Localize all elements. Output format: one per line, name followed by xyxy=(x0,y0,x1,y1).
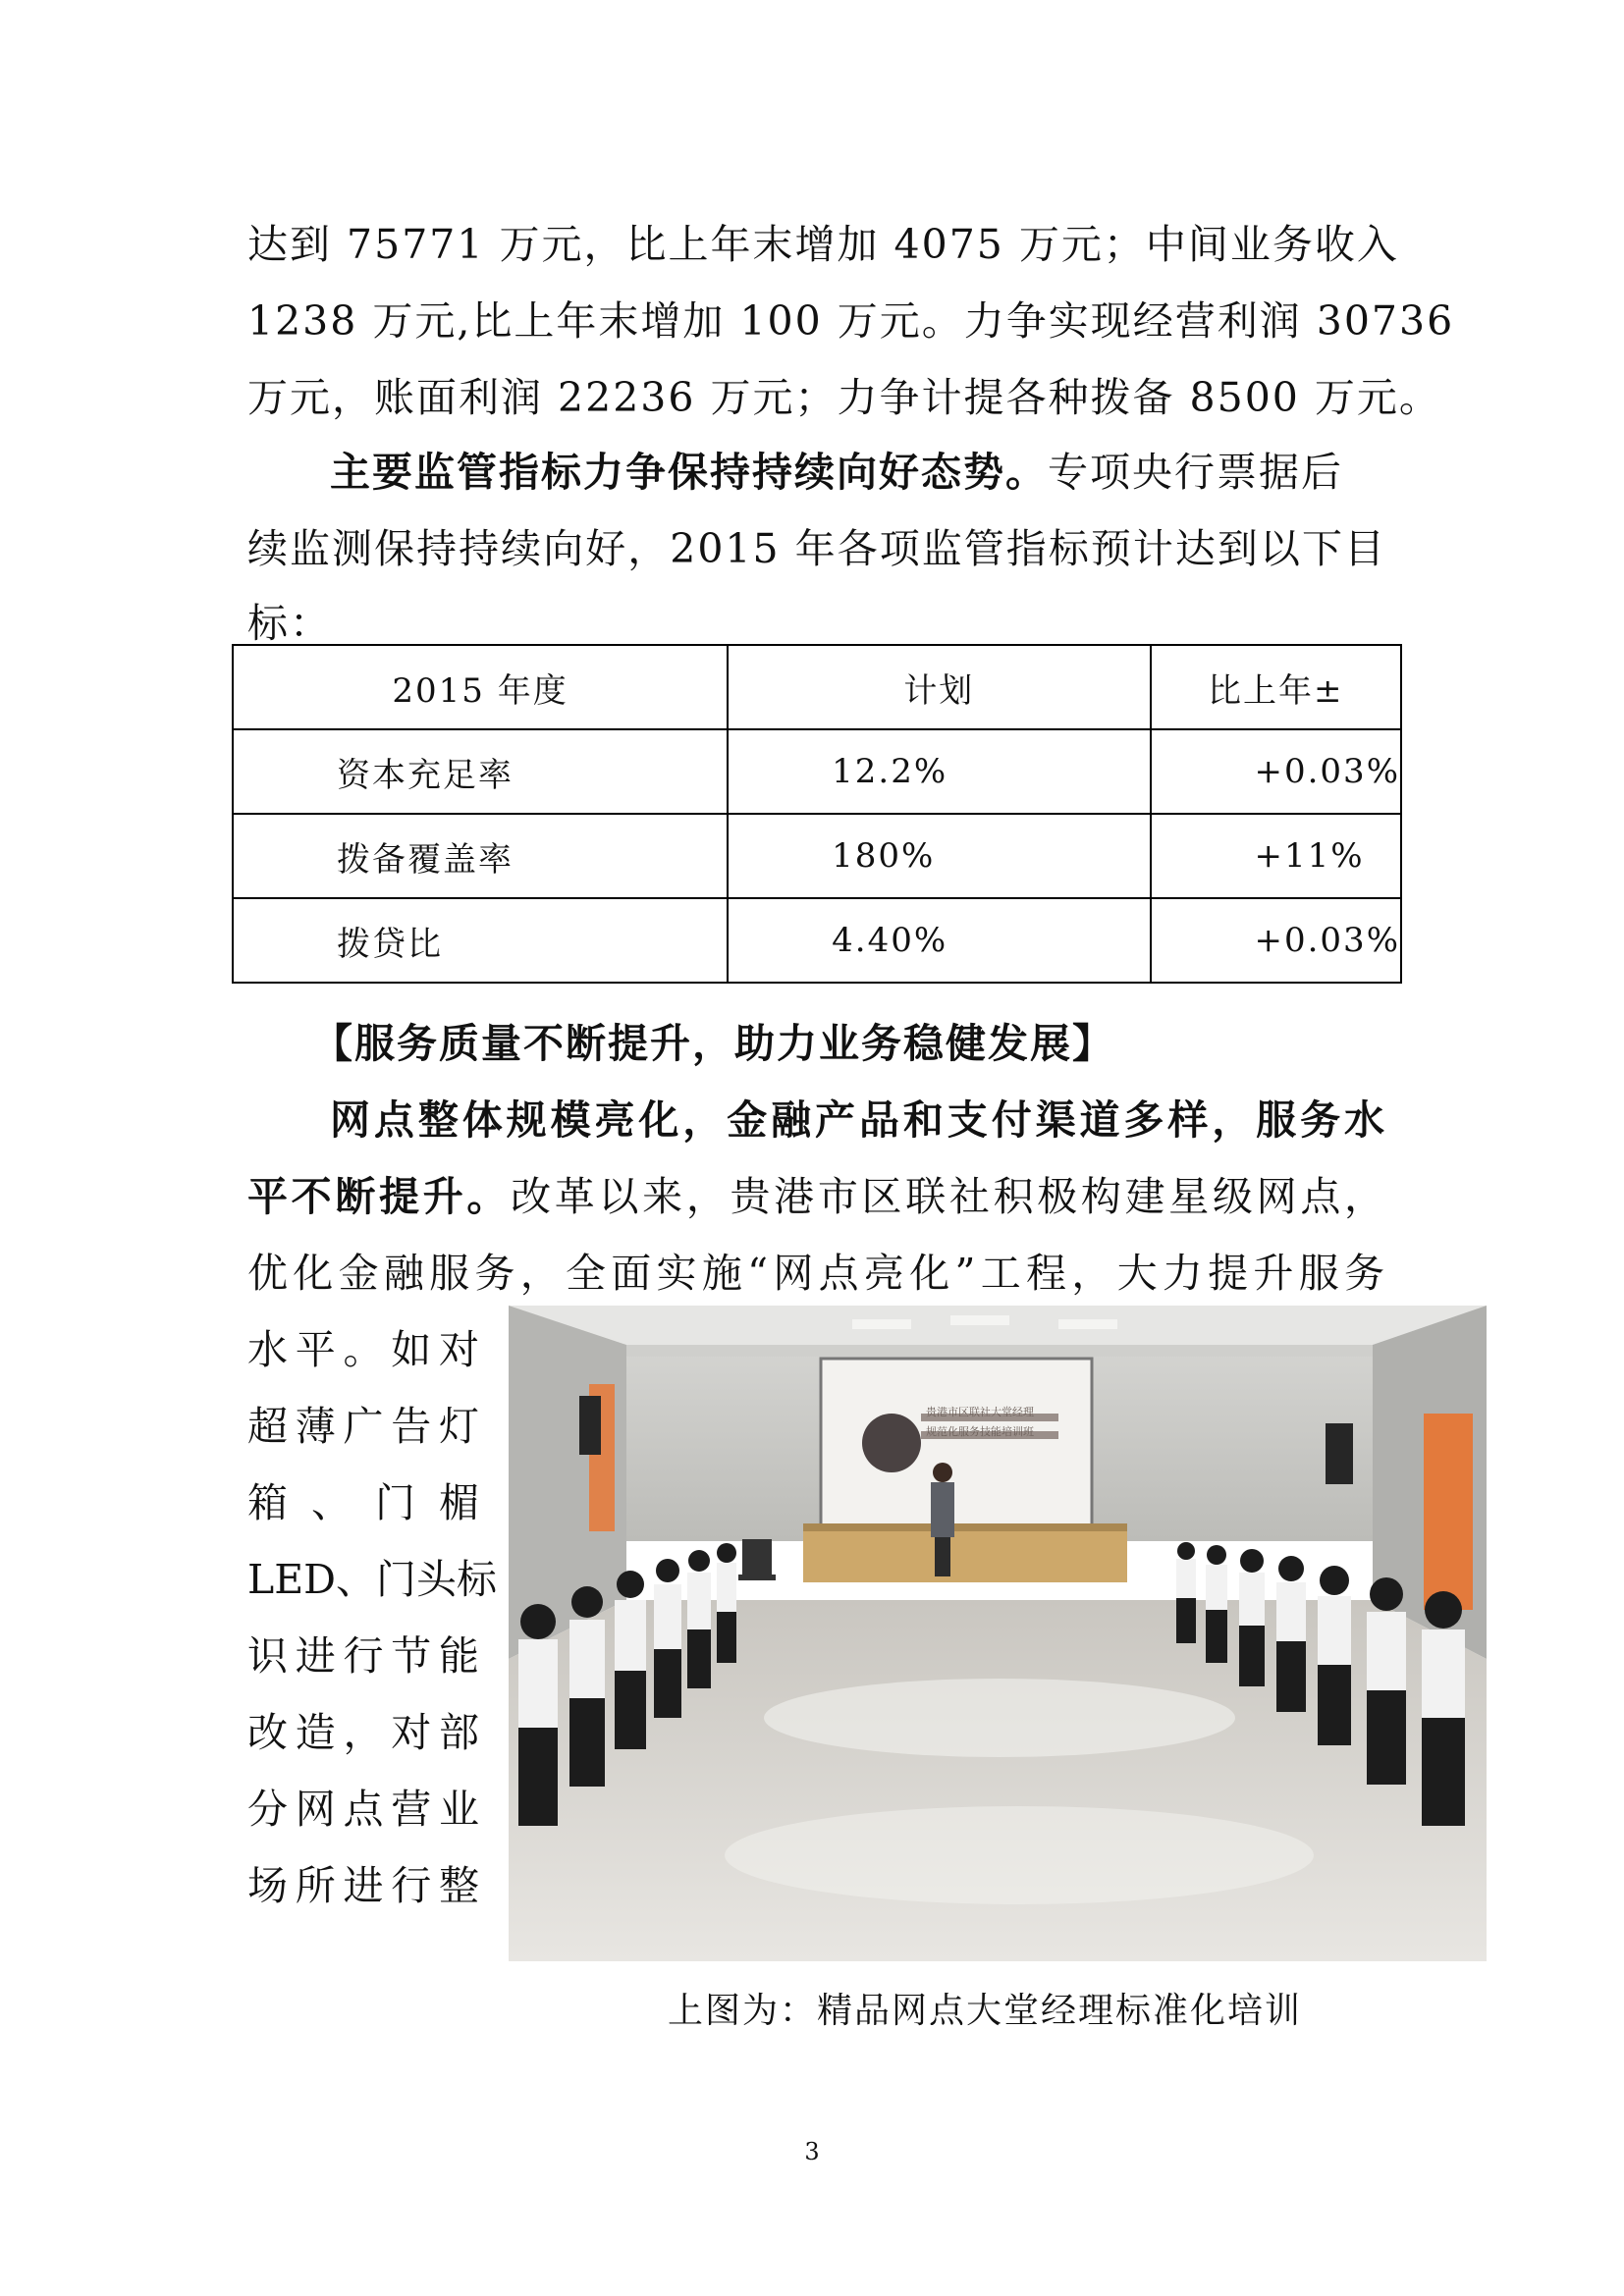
paragraph-bold-line: 网点整体规模亮化，金融产品和支付渠道多样，服务水 xyxy=(330,1096,1386,1144)
paragraph-line: 优化金融服务，全面实施“网点亮化”工程，大力提升服务 xyxy=(247,1250,1386,1297)
table-cell: +0.03% xyxy=(1151,729,1402,814)
wrap-line: 改造，对部 xyxy=(247,1709,479,1756)
paragraph-text: 专项央行票据后 xyxy=(1048,449,1343,496)
screen-text: 贵港市区联社大堂经理 xyxy=(926,1407,1034,1418)
paragraph-text: 改革以来，贵港市区联社积极构建星级网点， xyxy=(511,1173,1387,1220)
wrap-line: 分网点营业 xyxy=(247,1786,479,1833)
paragraph-line: 续监测保持持续向好，2015 年各项监管指标预计达到以下目 xyxy=(247,525,1386,572)
wrap-line: LED、门头标 xyxy=(247,1556,498,1603)
paragraph-lead-line xyxy=(330,434,1386,510)
table-cell: 拨备覆盖率 xyxy=(233,814,728,898)
bold-lead: 主要监管指标力争保持持续向好态势。 xyxy=(330,449,1048,496)
wrap-line: 识进行节能 xyxy=(247,1632,479,1680)
table-cell: 资本充足率 xyxy=(233,729,728,814)
paragraph-line: 1238 万元,比上年末增加 100 万元。力争实现经营利润 30736 xyxy=(247,297,1455,345)
training-photo xyxy=(509,1306,1487,1961)
table-cell: 4.40% xyxy=(728,898,1150,983)
paragraph-line: 达到 75771 万元，比上年末增加 4075 万元；中间业务收入 xyxy=(247,221,1399,268)
photo-caption: 上图为：精品网点大堂经理标准化培训 xyxy=(668,1991,1303,2031)
table-cell: 180% xyxy=(728,814,1150,898)
paragraph-line xyxy=(247,1158,1386,1235)
bold-lead: 平不断提升。 xyxy=(247,1173,512,1220)
section-heading: 【服务质量不断提升，助力业务稳健发展】 xyxy=(312,1020,1114,1067)
table-header-cell: 2015 年度 xyxy=(233,645,728,729)
wrap-line: 箱、门楣 xyxy=(247,1479,479,1526)
regulatory-targets-table xyxy=(232,644,1402,984)
table-row xyxy=(233,898,1401,983)
screen-text: 规范化服务技能培训班 xyxy=(926,1426,1034,1438)
paragraph-line: 标： xyxy=(247,600,332,647)
wrap-line: 超薄广告灯 xyxy=(247,1403,479,1450)
table-header-cell: 比上年± xyxy=(1151,645,1402,729)
table-header-cell: 计划 xyxy=(728,645,1150,729)
page-number: 3 xyxy=(804,2138,820,2165)
table-cell: +0.03% xyxy=(1151,898,1402,983)
table-cell: +11% xyxy=(1151,814,1402,898)
table-row xyxy=(233,729,1401,814)
table-header-row xyxy=(233,645,1401,729)
paragraph-line: 万元，账面利润 22236 万元；力争计提各种拨备 8500 万元。 xyxy=(247,374,1441,421)
wrap-line: 水平。如对 xyxy=(247,1326,479,1373)
table-row xyxy=(233,814,1401,898)
table-cell: 拨贷比 xyxy=(233,898,728,983)
wrap-line: 场所进行整 xyxy=(247,1862,479,1909)
table-cell: 12.2% xyxy=(728,729,1150,814)
